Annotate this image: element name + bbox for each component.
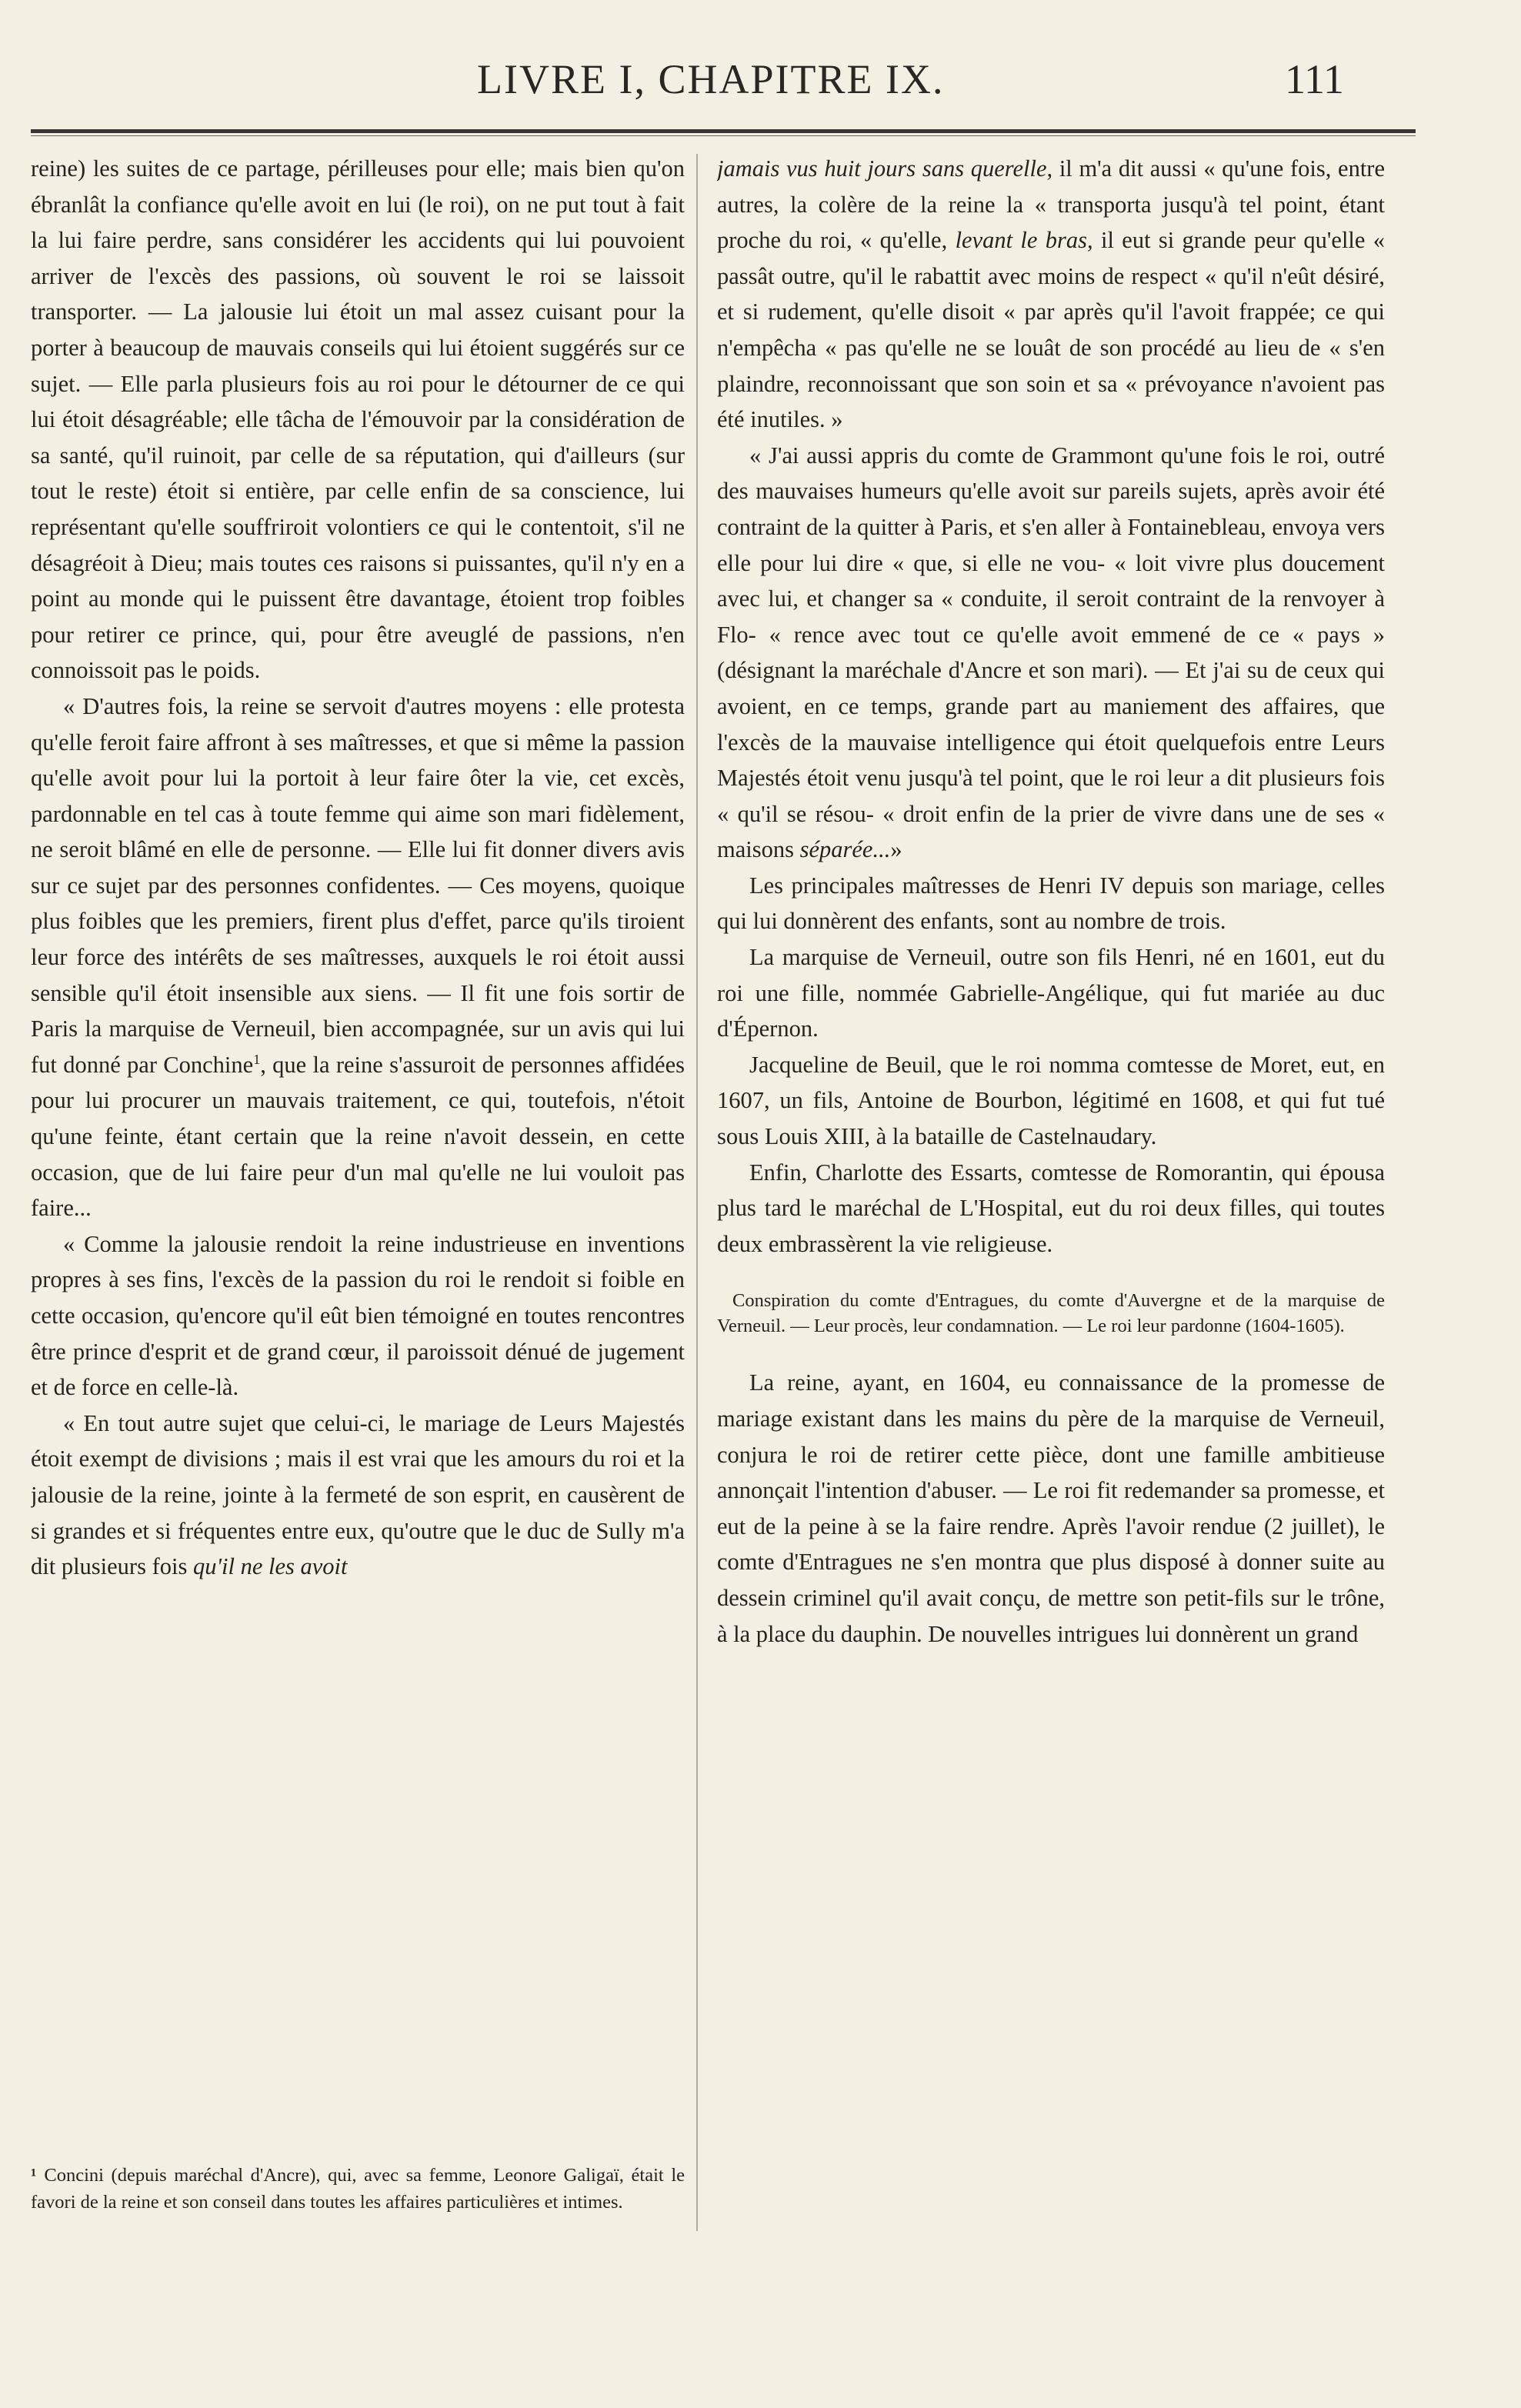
footnote-mark: ¹ [31,2165,37,2186]
left-paragraph-4-text: « En tout autre sujet que celui-ci, le mariage de Leurs Majestés étoit exempt de divisions ; mais il est vrai que les amours du roi et la jalousie de la reine, jointe à la fermeté de son esprit, en causèrent de si grandes et si fréquentes entre eux, qu'outre que le duc de Sully m'a dit plusieurs fois [31,1409,685,1580]
left-paragraph-1: reine) les suites de ce partage, périlleuses pour elle; mais bien qu'on ébranlât la confiance qu'elle avoit en lui (le roi), on ne put tout à fait la lui faire perdre, sans considérer les accidents qui lui pouvoient arriver de l'excès des passions, où souvent le roi se laissoit transporter. — La jalousie lui étoit un mal assez cuisant pour la porter à beaucoup de mauvais conseils qui lui étoient suggérés sur ce sujet. — Elle parla plusieurs fois au roi pour le détourner de ce qui lui étoit désagréable; elle tâcha de l'émouvoir par la considération de sa santé, qu'il ruinoit, par celle de sa réputation, qui d'ailleurs (sur tout le reste) étoit si entière, par celle enfin de sa conscience, lui représentant qu'elle souffriroit volontiers ce qui le contentoit, s'il ne désagréoit à Dieu; mais toutes ces raisons si puissantes, qu'il n'y en a point au monde qui le puissent être davantage, étoient trop foibles pour retirer ce prince, qui, pour être aveuglé de passions, n'en connoissoit pas le poids. [31,155,685,684]
right-paragraph-5: Jacqueline de Beuil, que le roi nomma comtesse de Moret, eut, en 1607, un fils, Antoine de Bourbon, légitimé en 1608, et qui fut tué sous Louis XIII, à la bataille de Castelnaudary. [717,1051,1385,1150]
column-divider [696,154,698,2231]
right-paragraph-7: La reine, ayant, en 1604, eu connaissance de la promesse de mariage existant dans les mains du père de la marquise de Verneuil, conjura le roi de retirer cette pièce, dont une famille ambitieuse annonçait l'intention d'abuser. — Le roi fit redemander sa promesse, et eut de la peine à se la faire rendre. Après l'avoir rendue (2 juillet), le comte d'Entragues ne s'en montra que plus disposé à donner suite au dessein criminel qu'il avait conçu, de mettre son petit-fils sur le trône, à la place du dauphin. De nouvelles intrigues lui donnèrent un grand [717,1369,1385,1647]
right-paragraph-1-italic-2: levant le bras, [955,227,1093,254]
right-paragraph-1-italic: jamais vus huit jours sans querelle, [717,155,1053,182]
right-paragraph-2-italic: séparée... [799,836,891,863]
right-paragraph-3: Les principales maîtresses de Henri IV depuis son mariage, celles qui lui donnèrent des enfants, sont au nombre de trois. [717,872,1385,935]
footnote [31,2162,685,2216]
left-column [31,151,685,2320]
right-paragraph-1-text-b: il eut si grande peur qu'elle « passât outre, qu'il le rabattit avec moins de respect « qu'il n'eût désiré, et si rudement, qu'elle disoit « par après qu'il l'avoit frappée; ce qui n'empêcha « pas qu'elle ne se louât de son procédé au lieu de « s'en plaindre, reconnoissant que son soin et sa « prévoyance n'avoient pas été inutiles. » [717,227,1385,433]
right-paragraph-6: Enfin, Charlotte des Essarts, comtesse de Romorantin, qui épousa plus tard le maréchal de L'Hospital, eut du roi deux filles, qui toutes deux embrassèrent la vie religieuse. [717,1159,1385,1257]
footnote-text: Concini (depuis maréchal d'Ancre), qui, avec sa femme, Leonore Galigaï, était le favori de la reine et son conseil dans toutes les affaires particulières et intimes. [31,2165,685,2213]
page-number: 111 [1285,56,1344,102]
header-rule-thin [31,135,1416,136]
footnote-reference[interactable]: 1 [253,1051,261,1067]
section-summary: Conspiration du comte d'Entragues, du comte d'Auvergne et de la marquise de Verneuil. — Leur procès, leur condamnation. — Le roi leur pardonne (1604-1605). [717,1290,1385,1337]
right-paragraph-2 [717,438,1385,868]
left-paragraph-3: « Comme la jalousie rendoit la reine industrieuse en inventions propres à ses fins, l'excès de la passion du roi le rendoit si foible en cette occasion, qu'encore qu'il eût bien témoigné en toutes rencontres être prince d'esprit et de grand cœur, il paroissoit dénué de jugement et de force en celle-là. [31,1230,685,1401]
right-paragraph-1-text: il m'a dit aussi « qu'une fois, entre autres, la colère de la reine la « transporta jusqu'à tel point, étant proche du roi, « qu'elle, [717,155,1385,254]
right-column [717,151,1385,2320]
left-paragraph-2 [31,689,685,1226]
left-paragraph-2-text-b: , que la reine s'assuroit de personnes affidées pour lui procurer un mauvais traitement, ce qui, toutefois, n'étoit qu'une feinte, étant certain que la reine n'avoit dessein, en cette occasion, que de lui faire peur d'un mal qu'elle ne lui vouloit pas faire... [31,1051,685,1222]
page-header [0,55,1521,117]
left-paragraph-4-italic: qu'il ne les avoit [192,1553,348,1580]
left-paragraph-2-text-a: « D'autres fois, la reine se servoit d'autres moyens : elle protesta qu'elle feroit faire affront à ses maîtresses, et que si même la passion qu'elle avoit pour lui la portoit à leur faire ôter la vie, cet excès, pardonnable en tel cas à toute femme qui aime son mari fidèlement, ne seroit blâmé en elle de personne. — Elle lui fit donner divers avis sur ce sujet par des personnes confidentes. — Ces moyens, quoique plus foibles que les premiers, firent plus d'effet, parce qu'ils tiroient leur force des intérêts de ses maîtresses, auxquels le roi étoit aussi sensible qu'il étoit insensible aux siens. — Il fit une fois sortir de Paris la marquise de Verneuil, bien accompagnée, sur un avis qui lui fut donné par Conchine [31,692,685,1078]
running-head: LIVRE I, CHAPITRE IX. [477,56,945,102]
header-rule [31,129,1416,133]
right-paragraph-4: La marquise de Verneuil, outre son fils Henri, né en 1601, eut du roi une fille, nommée Gabrielle-Angélique, qui fut mariée au duc d'Épernon. [717,944,1385,1042]
right-paragraph-2-text: « J'ai aussi appris du comte de Grammont qu'une fois le roi, outré des mauvaises humeurs qu'elle avoit sur pareils sujets, après avoir été contraint de la quitter à Paris, et s'en aller à Fontainebleau, envoya vers elle pour lui dire « que, si elle ne vou- « loit vivre plus doucement avec lui, et changer sa « conduite, il seroit contraint de la renvoyer à Flo- « rence avec tout ce qu'elle avoit emmené de ce « pays » (désignant la maréchale d'Ancre et son mari). — Et j'ai su de ceux qui avoient, en ce temps, grande part au maniement des affaires, que l'excès de la mauvaise intelligence qui étoit quelquefois entre Leurs Majestés étoit venu jusqu'à tel point, que le roi leur a dit plusieurs fois « qu'il se résou- « droit enfin de la prier de vivre dans une de ses « maisons [717,442,1385,863]
right-paragraph-2-end: » [890,836,902,863]
left-paragraph-4 [31,1406,685,1585]
right-paragraph-1 [717,151,1385,438]
